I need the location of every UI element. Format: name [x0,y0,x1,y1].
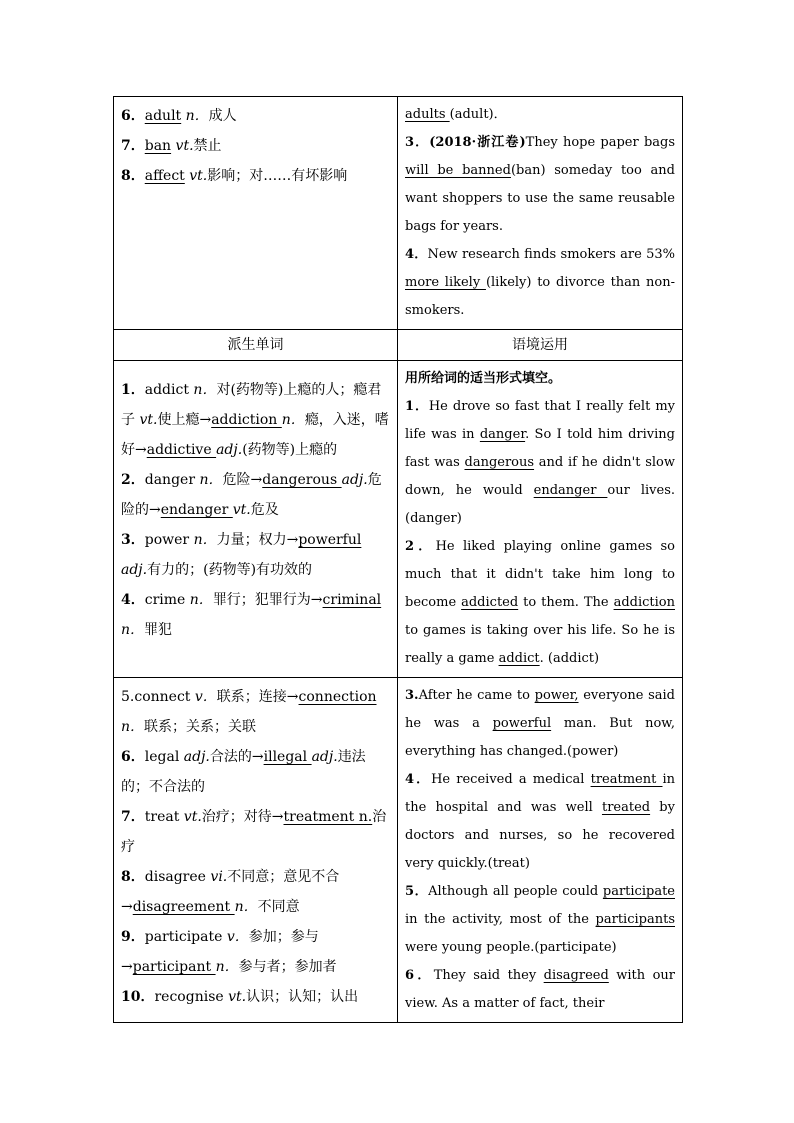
part-of-speech: adj. [121,562,148,578]
answer-blank: addicted [461,595,519,610]
part-of-speech: n． [215,959,239,975]
exercise-cell [398,678,683,1023]
headword: legal [144,749,180,765]
answer-blank: participate [602,884,675,899]
part-of-speech: adj. [183,749,210,765]
part-of-speech: n． [121,622,145,638]
exercise-text-part: Although all people could [428,884,603,899]
part-of-speech: n． [189,592,213,608]
answer-blank: dangerous [464,455,535,470]
table-row [114,97,683,330]
item-number: 8． [121,869,145,885]
item-number: 7． [121,809,145,825]
word-list-cell [114,678,398,1023]
item-number: 5. [121,689,135,705]
list-item [121,682,390,742]
part-of-speech: n． [193,532,217,548]
meaning: 力量；权力→ [216,532,299,548]
part-of-speech: adj. [311,749,338,765]
exercise-text-part: our lives.(danger) [405,483,675,526]
meaning: 治疗；对待→ [201,809,284,825]
answer-blank: more likely [405,275,486,290]
list-item [121,585,390,645]
list-item [121,101,390,131]
answer-blank: power, [534,688,579,703]
exercise-text-part: to them. The [518,595,614,610]
headword: danger [144,472,196,488]
part-of-speech: vt. [183,809,202,825]
exercise-text-part: by doctors and nurses, so he recovered very quickly.(treat) [405,800,675,871]
item-number: 9． [121,929,145,945]
exercise-text-part: everyone said he was a [405,688,675,731]
part-of-speech: vt. [139,412,158,428]
exercise-text-part: After he came to [418,688,535,703]
part-of-speech: n． [121,719,145,735]
meaning: 参与者；参加者 [238,959,337,975]
answer-blank: dangerous [262,472,342,488]
answer-blank: treatment [590,772,663,787]
list-item [121,862,390,922]
answer-blank: will be banned [405,163,511,178]
headword: participate [144,929,223,945]
exercise-cell [398,97,683,330]
exercise-text-part: with our view. As a matter of fact, their [405,968,676,1011]
meaning: 瘾，入迷，嗜好→ [121,412,389,458]
meaning: 成人 [208,108,237,124]
part-of-speech: vt. [232,502,251,518]
exam-source: (2018·浙江卷) [429,135,526,150]
answer-blank: addict [498,651,540,666]
item-number: 4． [405,247,428,262]
meaning: 联系；关系；关联 [144,719,257,735]
exercise-text-part: and if he didn't slow down, he would [405,455,675,498]
exercise-text [405,878,675,962]
part-of-speech: n． [281,412,305,428]
header-context-use: 语境运用 [398,330,683,361]
answer-blank: danger [479,427,526,442]
part-of-speech: v． [226,929,249,945]
meaning: 危险→ [222,472,263,488]
answer-blank: adults [405,107,450,122]
exercise-text-part: He received a medical [431,772,591,787]
headword: treat [144,809,180,825]
part-of-speech: adj. [216,442,243,458]
part-of-speech: n． [199,472,223,488]
part-of-speech: vi. [210,869,228,885]
headword: recognise [154,989,224,1005]
exercise-text [405,962,675,1018]
exercise-text-part: to games is taking over his life. So he is really a game [405,623,675,666]
exercise-text-part: man. But now, everything has changed.(power) [405,716,675,759]
exercise-text [405,393,675,533]
meaning: 不同意；意见不合→ [121,869,340,915]
exercise-text-part: in the activity, most of the [405,912,596,927]
exercise-text-part: (adult)． [449,107,507,122]
list-item [121,161,390,191]
meaning: 违法的；不合法的 [121,749,366,795]
exercise-text [405,533,675,673]
list-item [121,465,390,525]
headword: crime [144,592,186,608]
item-number: 5． [405,884,429,899]
item-number: 10． [121,989,155,1005]
exercise-text-part: They hope paper bags [525,135,676,150]
exercise-text-part: (ban) someday too and want shoppers to use the same reusable bags for years. [405,163,675,234]
exercise-text-part: (likely) to divorce than non-smokers. [405,275,675,318]
exercise-text [405,766,675,878]
exercise-text [405,129,675,241]
answer-blank: adult [144,108,182,124]
exercise-text-part: were young people.(participate) [405,940,617,955]
exercise-text-part: He drove so fast that I really felt my life was in [405,399,676,442]
headword: connect [134,689,191,705]
part-of-speech: vt. [228,989,247,1005]
part-of-speech: adj. [341,472,368,488]
meaning: 合法的→ [209,749,264,765]
answer-blank: illegal [263,749,312,765]
answer-blank: criminal [322,592,382,608]
exercise-text [405,101,675,129]
item-number: 4． [405,772,432,787]
answer-blank: affect [144,168,185,184]
headword: addict [144,382,189,398]
answer-blank: treatment n. [283,809,373,825]
item-number: 2． [121,472,145,488]
part-of-speech: n． [185,108,209,124]
table-header-row [114,330,683,361]
list-item [121,922,390,982]
part-of-speech: vt. [189,168,208,184]
list-item [121,525,390,585]
vocabulary-table-wrapper [113,96,682,1023]
item-number: 6． [121,108,145,124]
part-of-speech: n． [234,899,258,915]
list-item [121,982,390,1012]
answer-blank: addiction [211,412,282,428]
answer-blank: disagreement [132,899,235,915]
item-number: 3. [405,688,419,703]
answer-blank: endanger [533,483,608,498]
answer-blank: powerful [298,532,362,548]
exercise-text-part: They said they [433,968,544,983]
item-number: 3． [405,135,430,150]
exercise-text [405,241,675,325]
list-item [121,375,390,465]
item-number: 1． [405,399,429,414]
list-item [121,131,390,161]
table-row [114,361,683,678]
meaning: 有力的；(药物等)有功效的 [147,562,313,578]
meaning: 治疗 [121,809,387,855]
answer-blank: endanger [160,502,233,518]
answer-blank: ban [144,138,172,154]
exercise-text-part: . (addict) [539,651,600,666]
answer-blank: connection [298,689,377,705]
exercise-text-part: He liked playing online games so much that it didn't take him long to become [405,539,676,610]
exercise-text-part: . So I told him driving fast was [405,427,675,470]
meaning: 不同意 [257,899,300,915]
word-list-cell [114,361,398,678]
exercise-text-part: New research finds smokers are 53% [427,247,676,262]
part-of-speech: n． [193,382,217,398]
item-number: 6． [121,749,145,765]
headword: disagree [144,869,206,885]
part-of-speech: vt. [175,138,194,154]
meaning: 对(药物等)上瘾的人；瘾君子 [121,382,382,428]
item-number: 2． [405,539,436,554]
meaning: 罪行；犯罪行为→ [212,592,323,608]
exercise-cell [398,361,683,678]
answer-blank: participants [595,912,675,927]
exercise-text-part: in the hospital and was well [405,772,676,815]
item-number: 7． [121,138,145,154]
meaning: 认识；认知；认出 [246,989,359,1005]
item-number: 4． [121,592,145,608]
item-number: 3． [121,532,145,548]
meaning: 使上瘾→ [157,412,212,428]
word-list-cell [114,97,398,330]
meaning: 禁止 [193,138,222,154]
meaning: 罪犯 [144,622,173,638]
exercise-text [405,682,675,766]
part-of-speech: v． [194,689,217,705]
meaning: 危及 [250,502,279,518]
vocabulary-table [113,96,683,1023]
list-item [121,802,390,862]
meaning: (药物等)上瘾的 [242,442,338,458]
answer-blank: participant [132,959,216,975]
answer-blank: treated [601,800,651,815]
item-number: 6． [405,968,434,983]
answer-blank: powerful [492,716,552,731]
list-item [121,742,390,802]
answer-blank: addiction [613,595,675,610]
header-derived-words: 派生单词 [114,330,398,361]
item-number: 1． [121,382,145,398]
meaning: 参加；参与→ [121,929,319,975]
answer-blank: disagreed [543,968,609,983]
meaning: 危险的→ [121,472,382,518]
meaning: 联系；连接→ [216,689,299,705]
meaning: 影响；对……有坏影响 [207,168,348,184]
table-row [114,678,683,1023]
headword: power [144,532,190,548]
instruction: 用所给词的适当形式填空。 [405,371,562,386]
answer-blank: addictive [146,442,217,458]
item-number: 8． [121,168,145,184]
